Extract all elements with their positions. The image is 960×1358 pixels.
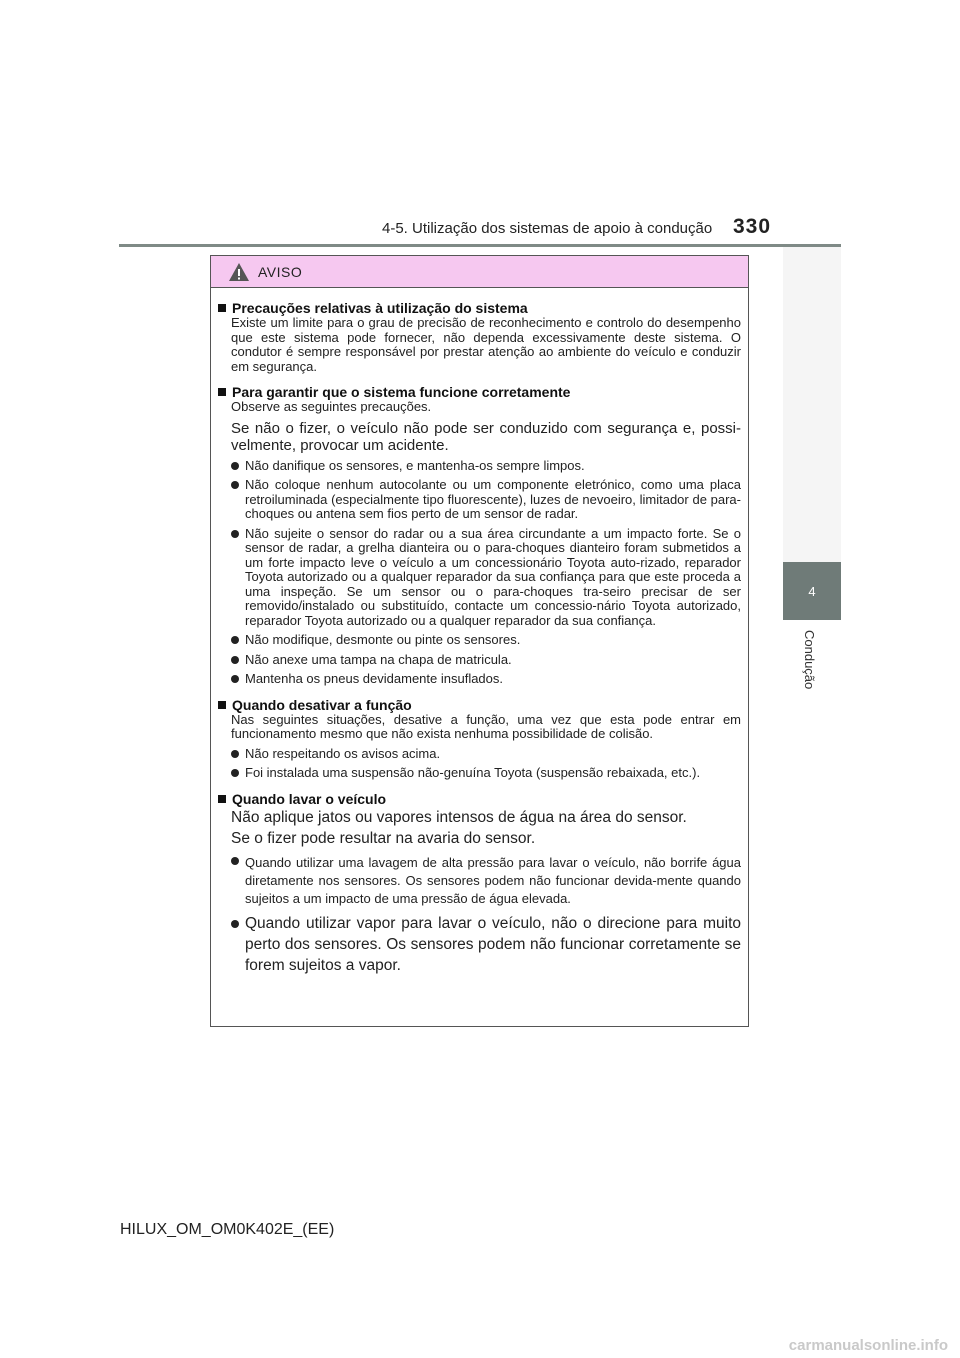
chapter-label: Condução — [802, 630, 817, 690]
round-bullet-icon — [231, 530, 239, 538]
paragraph: Existe um limite para o grau de precisão de reconhecimento e controlo do desempenho que este sistema pode fornecer, não dependa excessivamente deste sistema. O condutor é sempre responsável por prestar atenção ao ambiente do veículo e conduzir em segurança. — [231, 315, 741, 374]
section-heading: Precauções relativas à utilização do sistema — [218, 300, 741, 316]
round-bullet-icon — [231, 656, 239, 664]
round-bullet-icon — [231, 920, 239, 928]
round-bullet-icon — [231, 769, 239, 777]
watermark: carmanualsonline.info — [788, 1337, 948, 1354]
round-bullet-icon — [231, 481, 239, 489]
square-bullet-icon — [218, 304, 226, 312]
round-bullet-icon — [231, 857, 239, 865]
paragraph: Se o fizer pode resultar na avaria do sensor. — [231, 829, 536, 847]
list-item: Não sujeite o sensor do radar ou a sua área circundante a um impacto forte. Se o sensor de radar, a grelha dianteira ou o para-choques dianteiro foram submetidos a um forte impacto leve o veículo a um concessionário Toyota auto-rizado, reparador Toyota autorizado ou a qualquer reparador da sua confiança para que este proceda a uma inspeção. Se um sensor ou o para-choques tra-seiro precisar de ser removido/instalado ou substituído, contacte um concessio-nário Toyota autorizado, reparador Toyota autorizado ou a qualquer reparador da sua confiança. — [231, 527, 741, 629]
warning-body — [211, 288, 748, 976]
side-tab-track — [783, 247, 841, 562]
round-bullet-icon — [231, 750, 239, 758]
list-item: Foi instalada uma suspensão não-genuína Toyota (suspensão rebaixada, etc.). — [231, 766, 741, 781]
chapter-tab — [783, 562, 841, 620]
round-bullet-icon — [231, 636, 239, 644]
round-bullet-icon — [231, 462, 239, 470]
list-item: Não anexe uma tampa na chapa de matricula. — [231, 653, 741, 668]
list-item: Mantenha os pneus devidamente insuflados. — [231, 672, 741, 687]
list-item: Não coloque nenhum autocolante ou um componente eletrónico, como uma placa retroiluminada (especialmente tipo fluorescente), luzes de nevoeiro, limitador de para-choques ou antena sem fios perto de um sensor de radar. — [231, 478, 741, 522]
list-item: Quando utilizar vapor para lavar o veículo, não o direcione para muito perto dos sensores. Os sensores podem não funcionar corretamente se forem sujeitos a vapor. — [231, 913, 741, 976]
paragraph: Nas seguintes situações, desative a função, uma vez que esta pode entrar em funcionamento mesmo que não exista nenhuma possibilidade de colisão. — [231, 711, 741, 741]
section-heading: Quando desativar a função — [218, 697, 741, 713]
list-item: Não respeitando os avisos acima. — [231, 747, 741, 762]
list-item: Quando utilizar uma lavagem de alta pressão para lavar o veículo, não borrife água diretamente nos sensores. Os sensores podem não funcionar devida-mente quando sujeitos a um impacto de uma pressão de água elevada. — [231, 854, 741, 908]
section-heading: Quando lavar o veículo — [218, 791, 741, 807]
square-bullet-icon — [218, 795, 226, 803]
list-item: Não danifique os sensores, e mantenha-os sempre limpos. — [231, 459, 741, 474]
warning-box — [210, 255, 749, 1027]
list-item: Não modifique, desmonte ou pinte os sensores. — [231, 633, 741, 648]
document-code: HILUX_OM_OM0K402E_(EE) — [120, 1221, 335, 1238]
paragraph: Se não o fizer, o veículo não pode ser conduzido com segurança e, possi-velmente, provocar um acidente. — [231, 419, 741, 454]
square-bullet-icon — [218, 388, 226, 396]
header-divider — [119, 244, 841, 247]
paragraph: Não aplique jatos ou vapores intensos de água na área do sensor. — [231, 808, 687, 826]
paragraph: Observe as seguintes precauções. — [231, 399, 432, 414]
round-bullet-icon — [231, 675, 239, 683]
square-bullet-icon — [218, 701, 226, 709]
section-title: 4-5. Utilização dos sistemas de apoio à condução — [382, 220, 713, 237]
warning-title: AVISO — [258, 263, 303, 280]
warning-triangle-icon — [228, 262, 250, 282]
page-number: 330 — [733, 215, 772, 238]
chapter-number: 4 — [808, 583, 816, 599]
section-heading: Para garantir que o sistema funcione corretamente — [218, 384, 741, 400]
warning-header — [211, 256, 748, 288]
